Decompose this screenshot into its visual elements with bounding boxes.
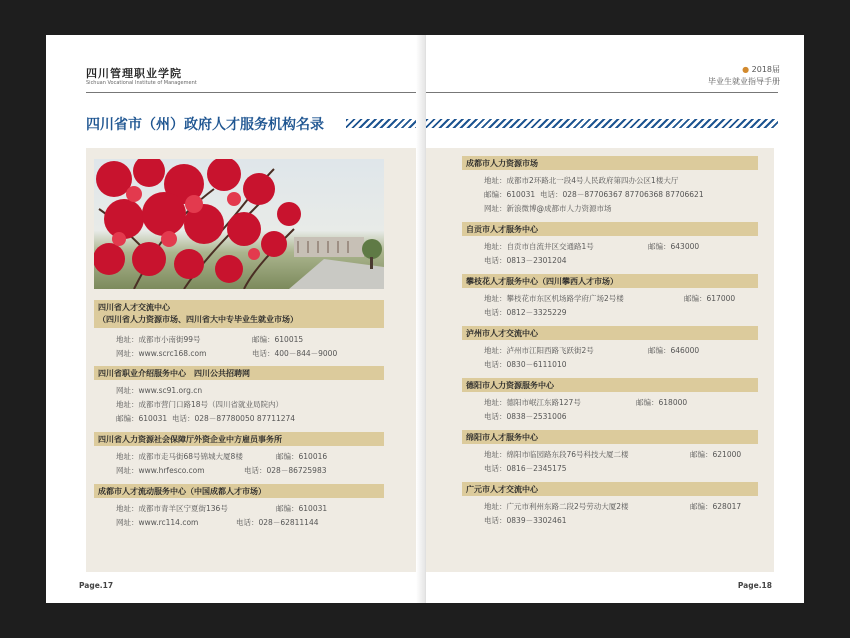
postcode-text: 邮编：610031 <box>484 190 536 199</box>
org-bar-mianyang-talent <box>462 430 758 444</box>
org-bar-sichuan-talent-exchange <box>94 300 384 328</box>
org-bar-luzhou-talent <box>462 326 758 340</box>
org-info-line <box>116 517 323 528</box>
year-text: 2018届 <box>751 65 780 74</box>
blossom-photo <box>94 159 384 289</box>
phone-text: 电话：0813－2301204 <box>484 256 567 265</box>
org-bar-chengdu-hr-market <box>462 156 758 170</box>
postcode-text: 邮编：610016 <box>276 452 328 461</box>
phone-text: 电话：028－62811144 <box>236 518 319 527</box>
website-link[interactable]: 网址：www.hrfesco.com <box>116 466 205 475</box>
org-name: 四川省职业介绍服务中心 四川公共招聘网 <box>98 369 250 378</box>
handbook-title: 毕业生就业指导手册 <box>708 77 780 86</box>
org-info-line <box>116 451 331 462</box>
org-name: 四川省人才交流中心 <box>98 303 170 312</box>
address-text: 地址：成都市青羊区宁夏街136号 <box>116 504 228 513</box>
postcode-text: 邮编：618000 <box>636 398 688 407</box>
org-info-line <box>116 465 331 476</box>
address-text: 地址：自贡市自流井区交通路1号 <box>484 242 594 251</box>
org-info-line <box>116 348 341 359</box>
school-name: 四川管理职业学院 <box>86 67 182 80</box>
phone-text: 电话：400－844－9000 <box>252 349 338 358</box>
address-text: 地址：成都市营门口路18号（四川省就业局院内） <box>116 400 284 409</box>
org-bar-foreign-enterprise-office <box>94 432 384 446</box>
org-bar-panzhihua-talent <box>462 274 758 288</box>
address-text: 地址：成都市小南街99号 <box>116 335 201 344</box>
org-info-line <box>484 293 739 304</box>
header-rule <box>86 92 426 93</box>
right-page <box>426 35 804 603</box>
org-name: 自贡市人才服务中心 <box>466 225 538 234</box>
org-name-sub: （四川省人力资源市场、四川省大中专毕业生就业市场） <box>98 315 298 324</box>
org-info-line <box>484 449 745 460</box>
phone-text: 电话：0812－3325229 <box>484 308 567 317</box>
org-name: 泸州市人才交流中心 <box>466 329 538 338</box>
org-info-line <box>116 334 307 345</box>
address-text: 地址：绵阳市临园路东段76号科技大厦二楼 <box>484 450 629 459</box>
org-name: 成都市人才流动服务中心（中国成都人才市场） <box>98 487 266 496</box>
org-info-line <box>484 203 616 214</box>
phone-text: 电话：0830－6111010 <box>484 360 567 369</box>
org-bar-chengdu-talent-flow <box>94 484 384 498</box>
address-text: 地址：泸州市江阳西路飞跃街2号 <box>484 346 594 355</box>
postcode-text: 邮编：610031 <box>276 504 328 513</box>
phone-text: 电话：028－87780050 87711274 <box>172 414 296 423</box>
org-info-line <box>484 189 708 200</box>
org-name: 德阳市人力资源服务中心 <box>466 381 554 390</box>
postcode-text: 邮编：646000 <box>648 346 700 355</box>
postcode-text: 邮编：628017 <box>690 502 742 511</box>
phone-text: 电话：028－86725983 <box>244 466 327 475</box>
address-text: 地址：攀枝花市东区机场路学府广场2号楼 <box>484 294 624 303</box>
school-english-name: Sichuan Vocational Institute of Management <box>86 80 197 86</box>
org-info-line <box>116 413 299 424</box>
phone-text: 电话：028－87706367 87706368 87706621 <box>540 190 704 199</box>
website-text: 网址：新浪微博@成都市人力资源市场 <box>484 204 612 213</box>
website-link[interactable]: 网址：www.rc114.com <box>116 518 199 527</box>
org-info-line <box>484 501 745 512</box>
org-info-line <box>484 397 691 408</box>
org-info-line <box>484 307 571 318</box>
org-info-line <box>484 359 571 370</box>
title-stripe <box>346 119 426 128</box>
postcode-text: 邮编：621000 <box>690 450 742 459</box>
phone-text: 电话：0839－3302461 <box>484 516 567 525</box>
header-rule <box>426 92 778 93</box>
org-bar-zigong-talent <box>462 222 758 236</box>
org-info-line <box>484 345 703 356</box>
website-link[interactable]: 网址：www.scrc168.com <box>116 349 207 358</box>
left-page <box>46 35 426 603</box>
section-title: 四川省市（州）政府人才服务机构名录 <box>86 117 324 133</box>
org-info-line <box>484 255 571 266</box>
org-info-line <box>116 399 287 410</box>
org-bar-employment-service <box>94 366 384 380</box>
phone-text: 电话：0838－2531006 <box>484 412 567 421</box>
page-number-left: Page.17 <box>79 581 114 590</box>
title-stripe <box>426 119 778 128</box>
org-info-line <box>484 463 571 474</box>
org-name: 成都市人力资源市场 <box>466 159 538 168</box>
org-info-line <box>484 515 571 526</box>
website-link[interactable]: 网址：www.sc91.org.cn <box>116 386 203 395</box>
address-text: 地址：成都市2环路北一段4号人民政府第四办公区1楼大厅 <box>484 176 679 185</box>
org-name: 四川省人力资源社会保障厅外资企业中方雇员事务所 <box>98 435 282 444</box>
address-text: 地址：德阳市岷江东路127号 <box>484 398 581 407</box>
org-name: 绵阳市人才服务中心 <box>466 433 538 442</box>
bullet-icon: ● <box>742 65 750 74</box>
address-text: 地址：成都市走马街68号锦城大厦8楼 <box>116 452 243 461</box>
postcode-text: 邮编：643000 <box>648 242 700 251</box>
org-bar-deyang-hr <box>462 378 758 392</box>
phone-text: 电话：0816－2345175 <box>484 464 567 473</box>
org-info-line <box>484 411 571 422</box>
org-info-line <box>116 385 206 396</box>
org-name: 攀枝花人才服务中心（四川攀西人才市场） <box>466 277 618 286</box>
org-info-line <box>484 241 703 252</box>
org-bar-guangyuan-talent <box>462 482 758 496</box>
org-info-line <box>116 503 331 514</box>
postcode-text: 邮编：610015 <box>252 335 304 344</box>
postcode-text: 邮编：617000 <box>684 294 736 303</box>
page-number-right: Page.18 <box>737 581 772 590</box>
address-text: 地址：广元市利州东路二段2号劳动大厦2楼 <box>484 502 629 511</box>
org-name: 广元市人才交流中心 <box>466 485 538 494</box>
org-info-line <box>484 175 682 186</box>
postcode-text: 邮编：610031 <box>116 414 168 423</box>
edition-year <box>742 64 780 75</box>
